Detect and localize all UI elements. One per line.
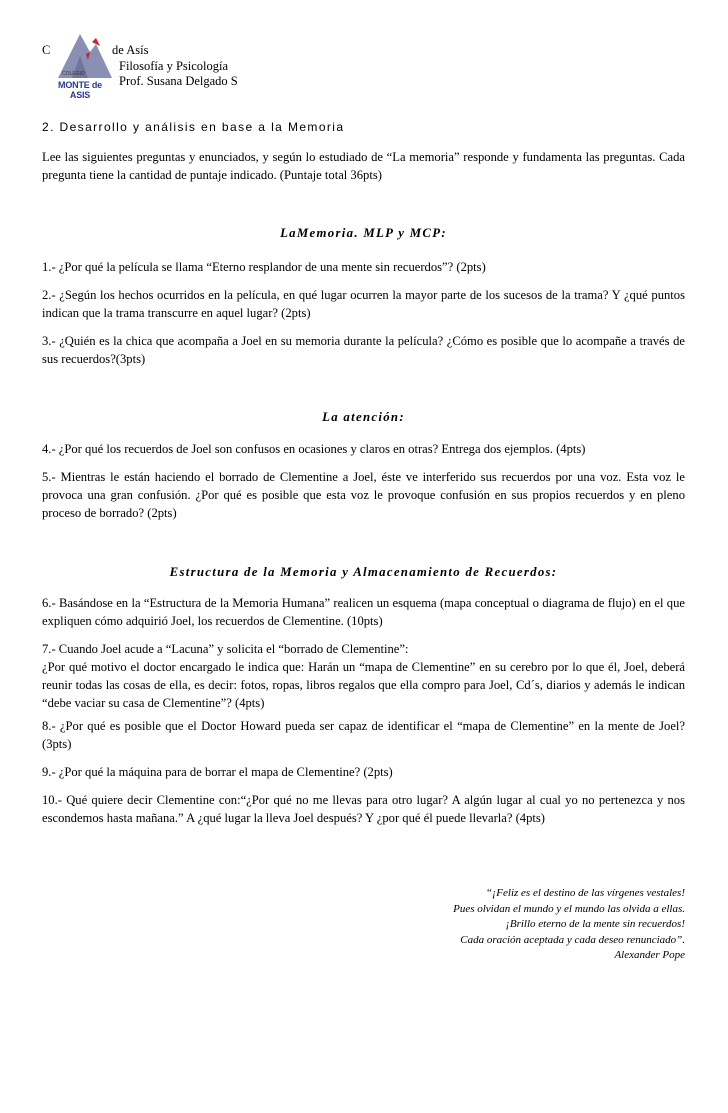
quote-line-2: Pues olvidan el mundo y el mundo las olvida a ellas. bbox=[453, 902, 685, 915]
logo-small-label: COLEGIO bbox=[62, 71, 85, 77]
question-5: 5.- Mientras le están haciendo el borrado de Clementine a Joel, éste ve interferido sus recuerdos por una voz. Esta voz le provoca una gran confusión. ¿Por qué es posible que esta voz le provoque confusión en sus propios recuerdos y en pleno proceso de borrado? (2pts) bbox=[42, 470, 685, 520]
heading-memoria-mlp-mcp: LaMemoria. MLP y MCP: bbox=[280, 226, 447, 240]
heading-estructura-memoria: Estructura de la Memoria y Almacenamiento de Recuerdos: bbox=[169, 565, 558, 579]
logo-name: MONTE de ASIS bbox=[58, 80, 102, 100]
letterhead-school: de Asís bbox=[112, 43, 149, 57]
heading-atencion: La atención: bbox=[322, 410, 405, 424]
question-7: ¿Por qué motivo el doctor encargado le indica que: Harán un “mapa de Clementine” en su cerebro por lo que él, Joel, deberá reunir todas las cosas de ella, es decir: fotos, ropas, libros regalos que ella compro para Joel, Cd´s, diarios y además le indican “debe vaciar su casa de Clementine”? (4pts) bbox=[42, 660, 685, 710]
quote-line-4: Cada oración aceptada y cada deseo renunciado”. bbox=[460, 933, 685, 946]
epigraph-quote bbox=[453, 886, 685, 964]
question-10: 10.- Qué quiere decir Clementine con:“¿Por qué no me llevas para otro lugar? A algún lugar al cual yo no pertenezca y nos escondemos hasta mañana.” A ¿qué lugar la lleva Joel después? Y ¿por qué él puede llevarla? (4pts) bbox=[42, 793, 685, 825]
letterhead-teacher: Prof. Susana Delgado S bbox=[119, 74, 238, 88]
letterhead bbox=[42, 30, 342, 100]
question-2: 2.- ¿Según los hechos ocurridos en la película, en qué lugar ocurren la mayor parte de los sucesos de la trama? Y ¿qué puntos indican que la trama transcurre en aquel lugar? (2pts) bbox=[42, 288, 685, 320]
section-title: 2. Desarrollo y análisis en base a la Memoria bbox=[42, 120, 345, 134]
intro-paragraph: Lee las siguientes preguntas y enunciados, y según lo estudiado de “La memoria” responde y fundamenta las preguntas. Cada pregunta tiene la cantidad de puntaje indicado. (Puntaje total 36pts) bbox=[42, 150, 685, 182]
quote-author: Alexander Pope bbox=[614, 949, 685, 961]
question-9: 9.- ¿Por qué la máquina para de borrar el mapa de Clementine? (2pts) bbox=[42, 765, 393, 779]
letterhead-subject: Filosofía y Psicología bbox=[119, 59, 229, 73]
question-8: 8.- ¿Por qué es posible que el Doctor Howard pueda ser capaz de identificar el “mapa de Clementine” en la mente de Joel? (3pts) bbox=[42, 719, 685, 751]
question-4: 4.- ¿Por qué los recuerdos de Joel son confusos en ocasiones y claros en otras? Entrega dos ejemplos. (4pts) bbox=[42, 442, 586, 456]
question-1: 1.- ¿Por qué la película se llama “Eterno resplandor de una mente sin recuerdos”? (2pts) bbox=[42, 260, 486, 274]
question-6: 6.- Basándose en la “Estructura de la Memoria Humana” realicen un esquema (mapa conceptual o diagrama de flujo) en el que expliquen cómo adquirió Joel, los recuerdos de Clementine. (10pts) bbox=[42, 596, 685, 628]
question-3: 3.- ¿Quién es la chica que acompaña a Joel en su memoria durante la película? ¿Cómo es posible que lo acompañe a través de sus recuerdos?(3pts) bbox=[42, 334, 685, 366]
quote-line-1: “¡Feliz es el destino de las vírgenes vestales! bbox=[485, 887, 685, 899]
question-7-intro: 7.- Cuando Joel acude a “Lacuna” y solicita el “borrado de Clementine”: bbox=[42, 642, 409, 656]
quote-line-3: ¡Brillo eterno de la mente sin recuerdos! bbox=[505, 918, 685, 930]
letterhead-initial: C bbox=[42, 43, 51, 57]
